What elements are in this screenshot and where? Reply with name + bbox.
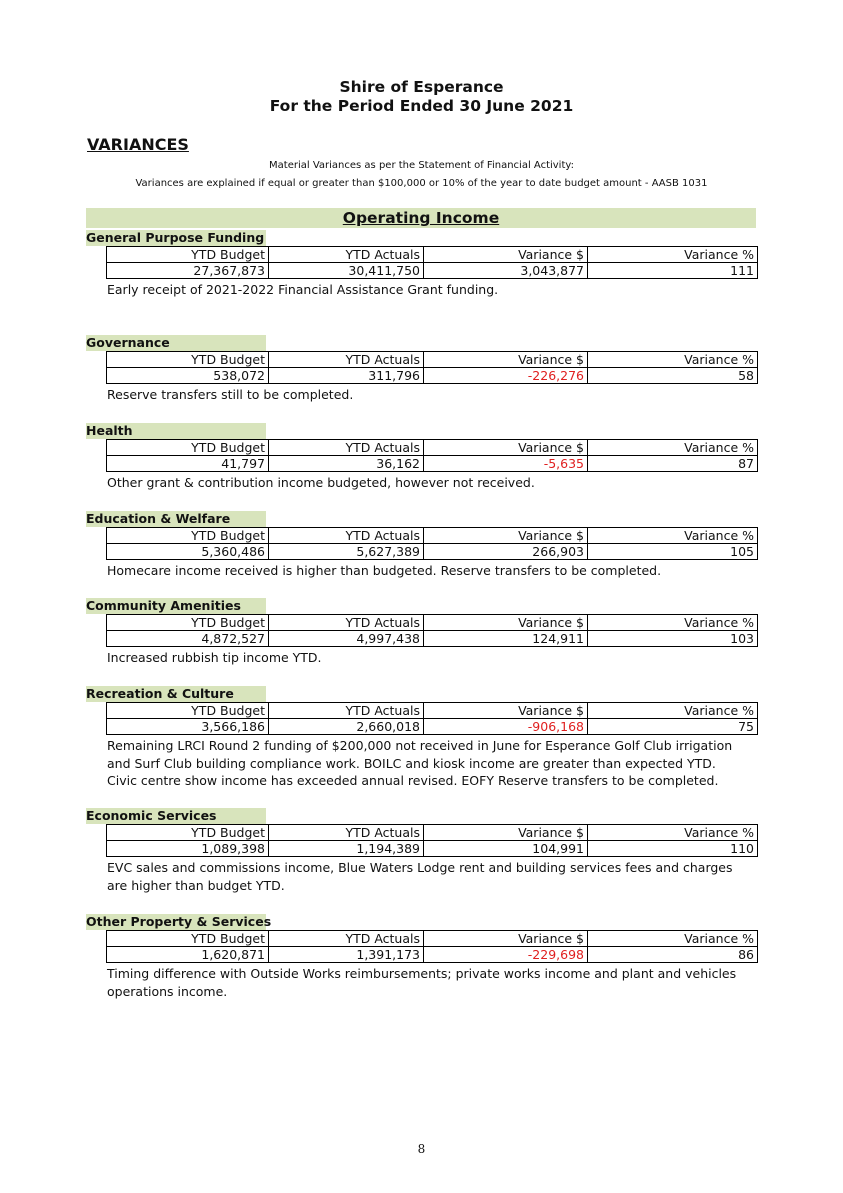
ytd-budget-header: YTD Budget — [107, 703, 269, 719]
ytd-actuals-value: 2,660,018 — [269, 719, 424, 735]
ytd-actuals-value: 1,194,389 — [269, 841, 424, 857]
ytd-budget-value: 27,367,873 — [107, 263, 269, 279]
variance-pct-header: Variance % — [588, 703, 758, 719]
table-row — [107, 947, 758, 963]
variance-pct-header: Variance % — [588, 528, 758, 544]
variance-explanation: Homecare income received is higher than budgeted. Reserve transfers to be completed. — [107, 563, 662, 578]
ytd-budget-header: YTD Budget — [107, 825, 269, 841]
variance-dollar-header: Variance $ — [424, 247, 588, 263]
variance-dollar-value: -229,698 — [424, 947, 588, 963]
ytd-actuals-value: 5,627,389 — [269, 544, 424, 560]
ytd-actuals-header: YTD Actuals — [269, 440, 424, 456]
variance-dollar-value: -226,276 — [424, 368, 588, 384]
variance-dollar-header: Variance $ — [424, 352, 588, 368]
header-row — [107, 615, 758, 631]
table-row — [107, 263, 758, 279]
variance-dollar-header: Variance $ — [424, 703, 588, 719]
header-row — [107, 440, 758, 456]
variance-dollar-header: Variance $ — [424, 615, 588, 631]
variance-explanation: Increased rubbish tip income YTD. — [107, 650, 322, 665]
variance-explanation: Early receipt of 2021-2022 Financial Assistance Grant funding. — [107, 282, 499, 297]
variance-table — [106, 246, 758, 279]
variance-pct-value: 86 — [588, 947, 758, 963]
ytd-budget-value: 3,566,186 — [107, 719, 269, 735]
header-row — [107, 528, 758, 544]
variance-pct-header: Variance % — [588, 615, 758, 631]
ytd-budget-header: YTD Budget — [107, 247, 269, 263]
ytd-budget-value: 4,872,527 — [107, 631, 269, 647]
variance-table — [106, 527, 758, 560]
variance-note-2: Variances are explained if equal or greater than $100,000 or 10% of the year to date budget amount - AASB 1031 — [135, 178, 708, 189]
table-row — [107, 368, 758, 384]
header-row — [107, 247, 758, 263]
ytd-budget-header: YTD Budget — [107, 931, 269, 947]
ytd-budget-header: YTD Budget — [107, 440, 269, 456]
section-heading: Health — [86, 423, 266, 439]
variance-pct-value: 103 — [588, 631, 758, 647]
variance-dollar-value: 3,043,877 — [424, 263, 588, 279]
variance-pct-value: 75 — [588, 719, 758, 735]
variance-dollar-value: -906,168 — [424, 719, 588, 735]
table-row — [107, 719, 758, 735]
section-heading: Community Amenities — [86, 598, 266, 614]
variance-explanation: EVC sales and commissions income, Blue Waters Lodge rent and building services fees and charges are higher than budget YTD. — [107, 860, 733, 893]
variance-table — [106, 351, 758, 384]
section-heading: Recreation & Culture — [86, 686, 266, 702]
variance-note-1: Material Variances as per the Statement of Financial Activity: — [269, 160, 574, 171]
header-row — [107, 825, 758, 841]
variance-explanation: Reserve transfers still to be completed. — [107, 387, 354, 402]
variance-table — [106, 930, 758, 963]
operating-income-heading: Operating Income — [86, 208, 756, 228]
header-row — [107, 352, 758, 368]
ytd-actuals-value: 36,162 — [269, 456, 424, 472]
table-row — [107, 841, 758, 857]
variance-pct-value: 87 — [588, 456, 758, 472]
variances-heading: VARIANCES — [87, 135, 189, 154]
ytd-budget-value: 1,089,398 — [107, 841, 269, 857]
ytd-budget-value: 5,360,486 — [107, 544, 269, 560]
variance-pct-value: 58 — [588, 368, 758, 384]
ytd-budget-value: 41,797 — [107, 456, 269, 472]
variance-table — [106, 824, 758, 857]
variance-explanation: Other grant & contribution income budgeted, however not received. — [107, 475, 535, 490]
ytd-budget-value: 538,072 — [107, 368, 269, 384]
table-row — [107, 631, 758, 647]
ytd-actuals-header: YTD Actuals — [269, 528, 424, 544]
table-row — [107, 544, 758, 560]
section-heading: Governance — [86, 335, 266, 351]
section-heading: Economic Services — [86, 808, 266, 824]
ytd-actuals-header: YTD Actuals — [269, 703, 424, 719]
variance-dollar-header: Variance $ — [424, 931, 588, 947]
variance-pct-header: Variance % — [588, 440, 758, 456]
ytd-actuals-header: YTD Actuals — [269, 615, 424, 631]
table-row — [107, 456, 758, 472]
variance-table — [106, 439, 758, 472]
variance-table — [106, 614, 758, 647]
report-period: For the Period Ended 30 June 2021 — [269, 97, 574, 115]
variance-dollar-value: 104,991 — [424, 841, 588, 857]
page-number: 8 — [417, 1142, 426, 1156]
variance-dollar-value: 266,903 — [424, 544, 588, 560]
variance-dollar-header: Variance $ — [424, 825, 588, 841]
section-heading: General Purpose Funding — [86, 230, 265, 245]
section-heading: Other Property & Services — [86, 914, 272, 929]
ytd-actuals-header: YTD Actuals — [269, 352, 424, 368]
section-heading: Education & Welfare — [86, 511, 266, 527]
variance-dollar-value: -5,635 — [424, 456, 588, 472]
variance-pct-value: 105 — [588, 544, 758, 560]
header-row — [107, 703, 758, 719]
variance-pct-value: 111 — [588, 263, 758, 279]
ytd-actuals-value: 30,411,750 — [269, 263, 424, 279]
report-title: Shire of Esperance — [339, 78, 504, 96]
variance-pct-header: Variance % — [588, 931, 758, 947]
variance-pct-header: Variance % — [588, 352, 758, 368]
ytd-actuals-header: YTD Actuals — [269, 931, 424, 947]
variance-pct-header: Variance % — [588, 825, 758, 841]
variance-explanation: Timing difference with Outside Works reimbursements; private works income and plant and vehicles operations income. — [107, 966, 737, 999]
ytd-actuals-header: YTD Actuals — [269, 825, 424, 841]
ytd-actuals-header: YTD Actuals — [269, 247, 424, 263]
ytd-actuals-value: 311,796 — [269, 368, 424, 384]
variance-explanation: Remaining LRCI Round 2 funding of $200,000 not received in June for Esperance Golf Club irrigation and Surf Club building compliance work. BOILC and kiosk income are greater than expected YTD. Civic centre show income has exceeded annual revised. EOFY Reserve transfers to be completed. — [107, 738, 733, 788]
ytd-actuals-value: 1,391,173 — [269, 947, 424, 963]
variance-pct-value: 110 — [588, 841, 758, 857]
ytd-budget-header: YTD Budget — [107, 615, 269, 631]
ytd-actuals-value: 4,997,438 — [269, 631, 424, 647]
header-row — [107, 931, 758, 947]
variance-dollar-header: Variance $ — [424, 440, 588, 456]
variance-pct-header: Variance % — [588, 247, 758, 263]
ytd-budget-header: YTD Budget — [107, 352, 269, 368]
ytd-budget-header: YTD Budget — [107, 528, 269, 544]
ytd-budget-value: 1,620,871 — [107, 947, 269, 963]
variance-dollar-header: Variance $ — [424, 528, 588, 544]
variance-dollar-value: 124,911 — [424, 631, 588, 647]
variance-table — [106, 702, 758, 735]
